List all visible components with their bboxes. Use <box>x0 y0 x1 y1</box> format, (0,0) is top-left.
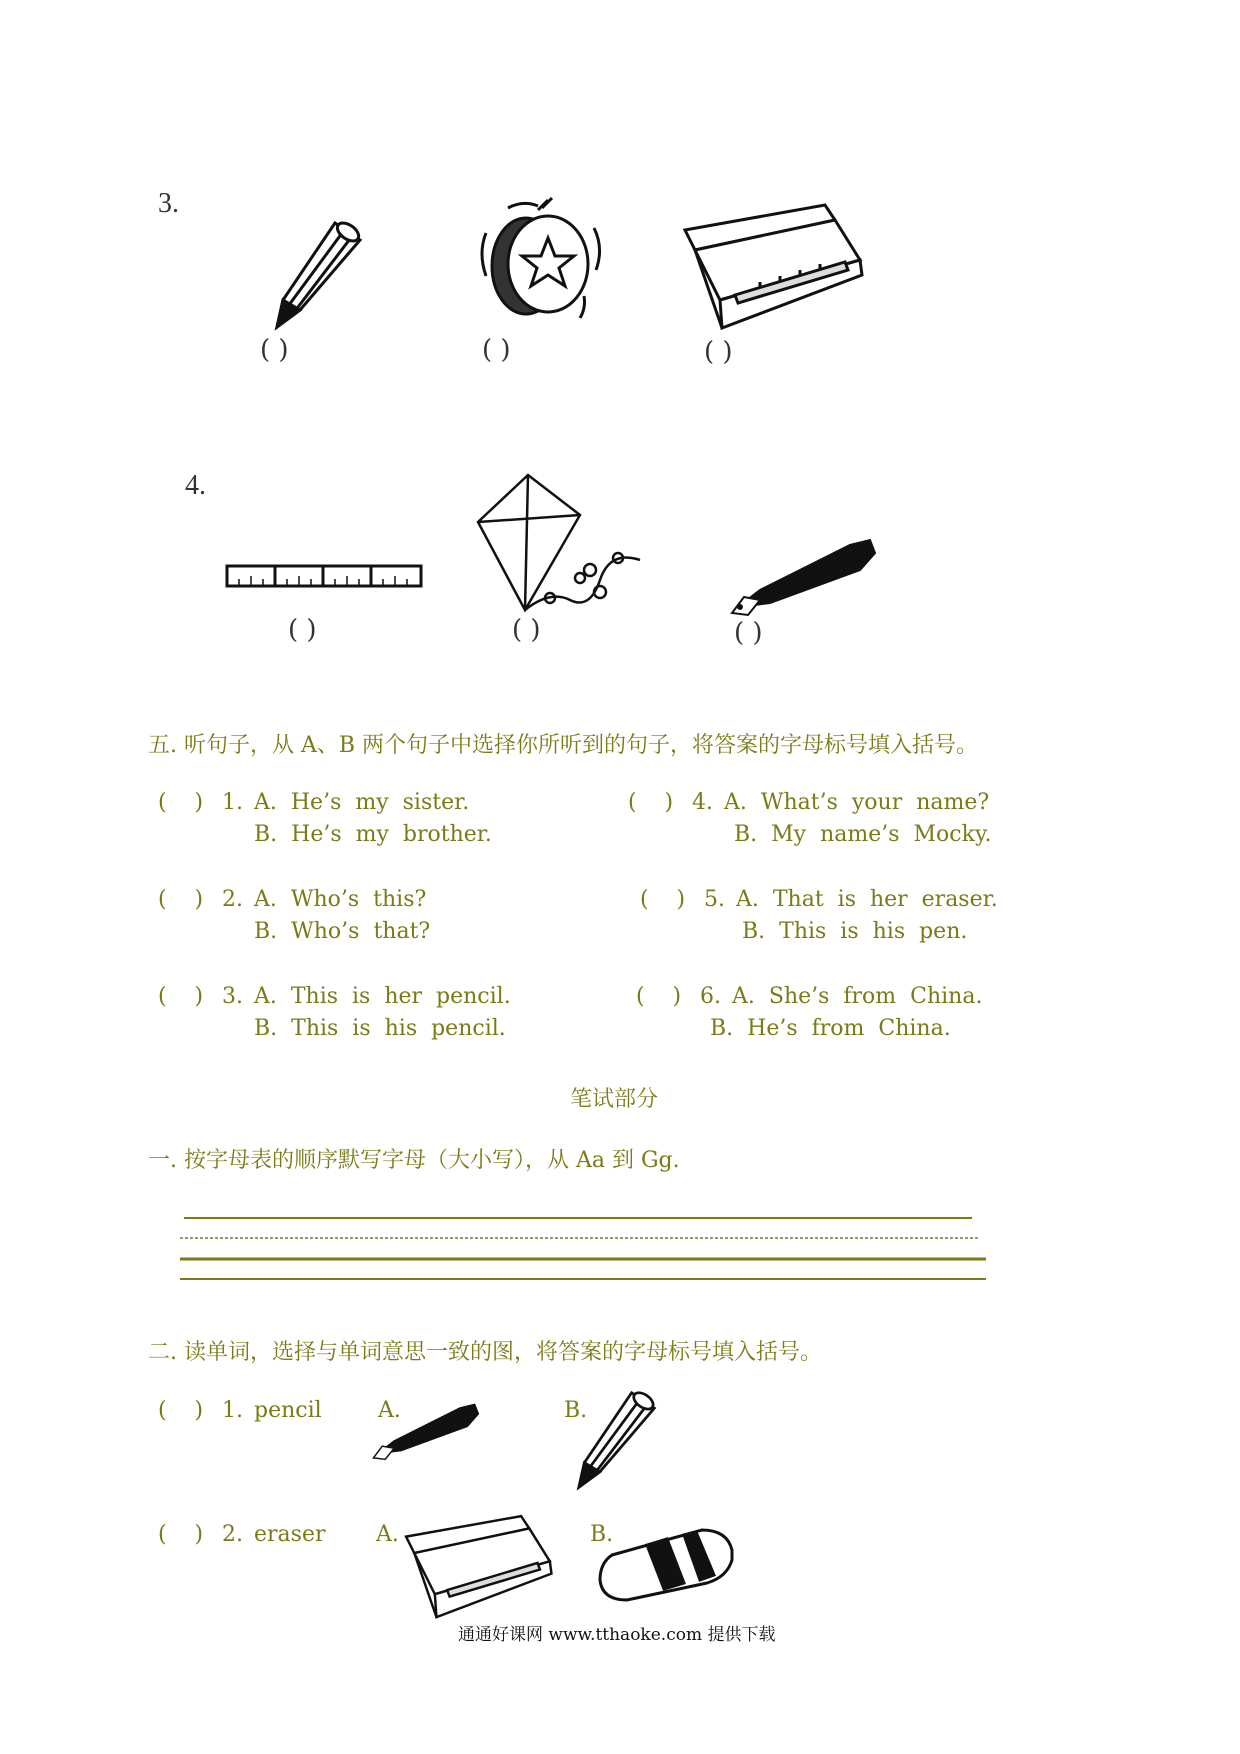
pen-icon <box>372 1400 482 1460</box>
s5-option-1a: A. He’s my sister. <box>254 790 470 815</box>
s5-option-6a: A. She’s from China. <box>732 984 983 1009</box>
s5-option-2a: A. Who’s this? <box>254 887 427 912</box>
s5-option-5b: B. This is his pen. <box>742 919 968 944</box>
s5-option-6b: B. He’s from China. <box>710 1016 951 1041</box>
s5-num-4: 4. <box>692 790 713 815</box>
answer-paren-3a[interactable]: ( ) <box>260 335 289 365</box>
w2-num-2: 2. <box>222 1522 243 1547</box>
question-number-3: 3. <box>158 188 179 219</box>
pen-icon <box>730 535 880 615</box>
kite-icon <box>470 470 650 620</box>
ruler-icon <box>225 562 425 592</box>
written-part1-heading: 一. 按字母表的顺序默写字母（大小写），从 Aa 到 Gg. <box>148 1148 680 1173</box>
section5-heading: 五. 听句子，从 A、B 两个句子中选择你所听到的句子，将答案的字母标号填入括号。 <box>148 733 979 758</box>
s5-option-2b: B. Who’s that? <box>254 919 431 944</box>
answer-paren-4b[interactable]: ( ) <box>512 615 541 645</box>
question-number-4: 4. <box>185 470 206 501</box>
eraser-icon <box>592 1525 742 1605</box>
s5-paren-1[interactable]: ( ) <box>158 790 204 815</box>
pencil-box-icon <box>400 1512 560 1627</box>
footer-credit: 通通好课网 www.tthaoke.com 提供下载 <box>458 1625 776 1645</box>
s5-paren-4[interactable]: ( ) <box>628 790 674 815</box>
s5-num-1: 1. <box>222 790 243 815</box>
answer-paren-4c[interactable]: ( ) <box>734 618 763 648</box>
pencil-box-icon <box>680 200 870 340</box>
w2-option-1a-label: A. <box>378 1398 401 1423</box>
yoyo-icon <box>468 198 608 338</box>
written-section-title: 笔试部分 <box>570 1087 659 1112</box>
s5-num-6: 6. <box>700 984 721 1009</box>
pencil-icon <box>265 215 375 335</box>
written-part2-heading: 二. 读单词，选择与单词意思一致的图，将答案的字母标号填入括号。 <box>148 1340 822 1365</box>
s5-paren-2[interactable]: ( ) <box>158 887 204 912</box>
pencil-icon <box>568 1385 668 1495</box>
s5-paren-5[interactable]: ( ) <box>640 887 686 912</box>
answer-paren-3b[interactable]: ( ) <box>482 335 511 365</box>
w2-word-1: pencil <box>254 1398 322 1423</box>
answer-paren-4a[interactable]: ( ) <box>288 615 317 645</box>
s5-option-5a: A. That is her eraser. <box>736 887 998 912</box>
w2-word-2: eraser <box>254 1522 326 1547</box>
s5-num-5: 5. <box>704 887 725 912</box>
writing-lines[interactable] <box>180 1215 990 1285</box>
w2-num-1: 1. <box>222 1398 243 1423</box>
w2-option-2b-label: B. <box>590 1522 614 1547</box>
s5-paren-3[interactable]: ( ) <box>158 984 204 1009</box>
s5-num-2: 2. <box>222 887 243 912</box>
s5-option-4b: B. My name’s Mocky. <box>734 822 992 847</box>
s5-paren-6[interactable]: ( ) <box>636 984 682 1009</box>
s5-option-3b: B. This is his pencil. <box>254 1016 506 1041</box>
answer-paren-3c[interactable]: ( ) <box>704 337 733 367</box>
w2-paren-2[interactable]: ( ) <box>158 1522 204 1547</box>
w2-option-1b-label: B. <box>564 1398 588 1423</box>
s5-option-4a: A. What’s your name? <box>724 790 990 815</box>
s5-num-3: 3. <box>222 984 243 1009</box>
s5-option-3a: A. This is her pencil. <box>254 984 511 1009</box>
w2-option-2a-label: A. <box>376 1522 399 1547</box>
s5-option-1b: B. He’s my brother. <box>254 822 492 847</box>
w2-paren-1[interactable]: ( ) <box>158 1398 204 1423</box>
